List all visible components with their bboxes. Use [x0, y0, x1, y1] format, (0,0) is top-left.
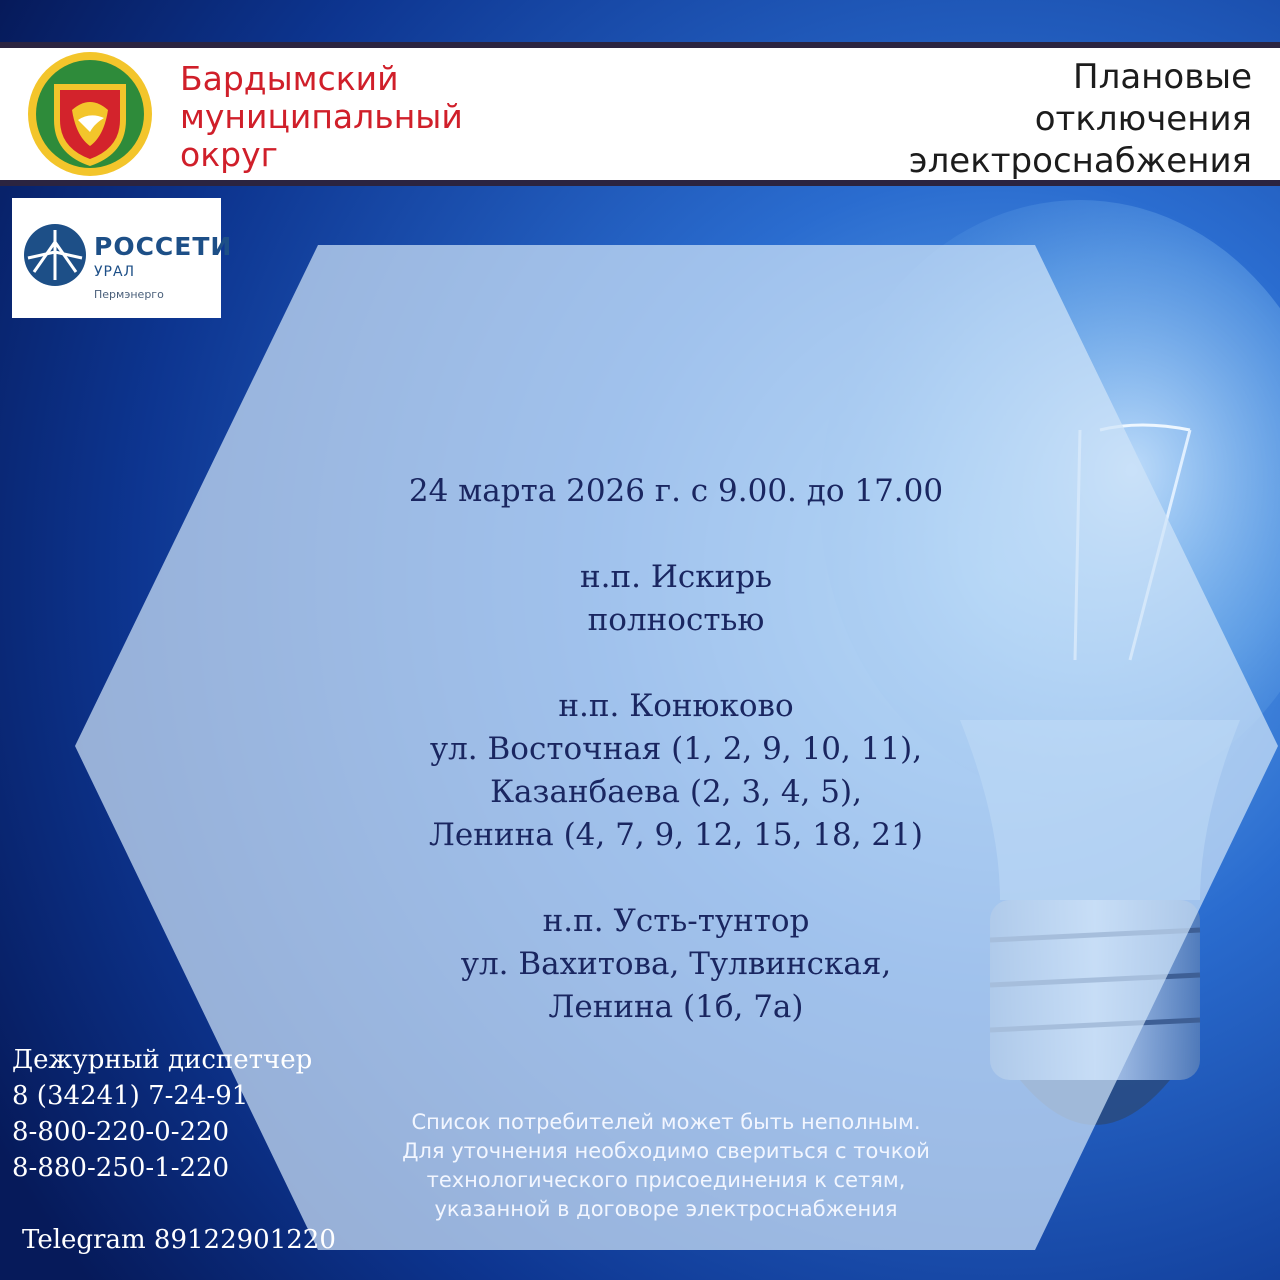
notice-text — [296, 470, 1056, 1029]
dispatcher-label: Дежурный диспетчер — [12, 1045, 313, 1075]
settlement-detail: ул. Восточная (1, 2, 9, 10, 11), — [429, 731, 923, 767]
settlement-name: н.п. Искирь — [579, 559, 773, 595]
disclaimer-line: указанной в договоре электроснабжения — [434, 1197, 898, 1221]
rosseti-region: УРАЛ — [94, 264, 136, 280]
settlement-name: н.п. Конюково — [558, 688, 794, 724]
phone-number: 8-800-220-0-220 — [12, 1117, 230, 1147]
settlement-detail: Казанбаева (2, 3, 4, 5), — [490, 774, 862, 810]
settlement-detail: полностью — [587, 602, 765, 638]
rosseti-name: РОССЕТИ — [94, 232, 233, 261]
disclaimer-line: технологического присоединения к сетям, — [426, 1168, 906, 1192]
disclaimer-line: Для уточнения необходимо свериться с точкой — [402, 1139, 930, 1163]
organization-name-line: муниципальный — [180, 97, 463, 136]
settlement-detail: Ленина (1б, 7а) — [548, 989, 804, 1025]
settlement-detail: ул. Вахитова, Тулвинская, — [460, 946, 892, 982]
rosseti-branch: Пермэнерго — [94, 288, 164, 301]
disclaimer-line: Список потребителей может быть неполным. — [411, 1110, 921, 1134]
telegram-contact: Telegram 89122901220 — [22, 1225, 336, 1255]
page-title-line: отключения — [1034, 99, 1252, 139]
organization-name-line: округ — [180, 135, 278, 174]
notice-date: 24 марта 2026 г. с 9.00. до 17.00 — [408, 473, 944, 509]
page-title-line: Плановые — [1073, 57, 1252, 97]
phone-number: 8 (34241) 7-24-91 — [12, 1081, 249, 1111]
contacts — [12, 1042, 352, 1186]
disclaimer — [296, 1108, 1036, 1224]
settlement-name: н.п. Усть-тунтор — [542, 903, 810, 939]
phone-number: 8-880-250-1-220 — [12, 1153, 230, 1183]
organization-name-line: Бардымский — [180, 59, 399, 98]
page-title-line: электроснабжения — [908, 141, 1252, 181]
settlement-detail: Ленина (4, 7, 9, 12, 15, 18, 21) — [429, 817, 923, 853]
